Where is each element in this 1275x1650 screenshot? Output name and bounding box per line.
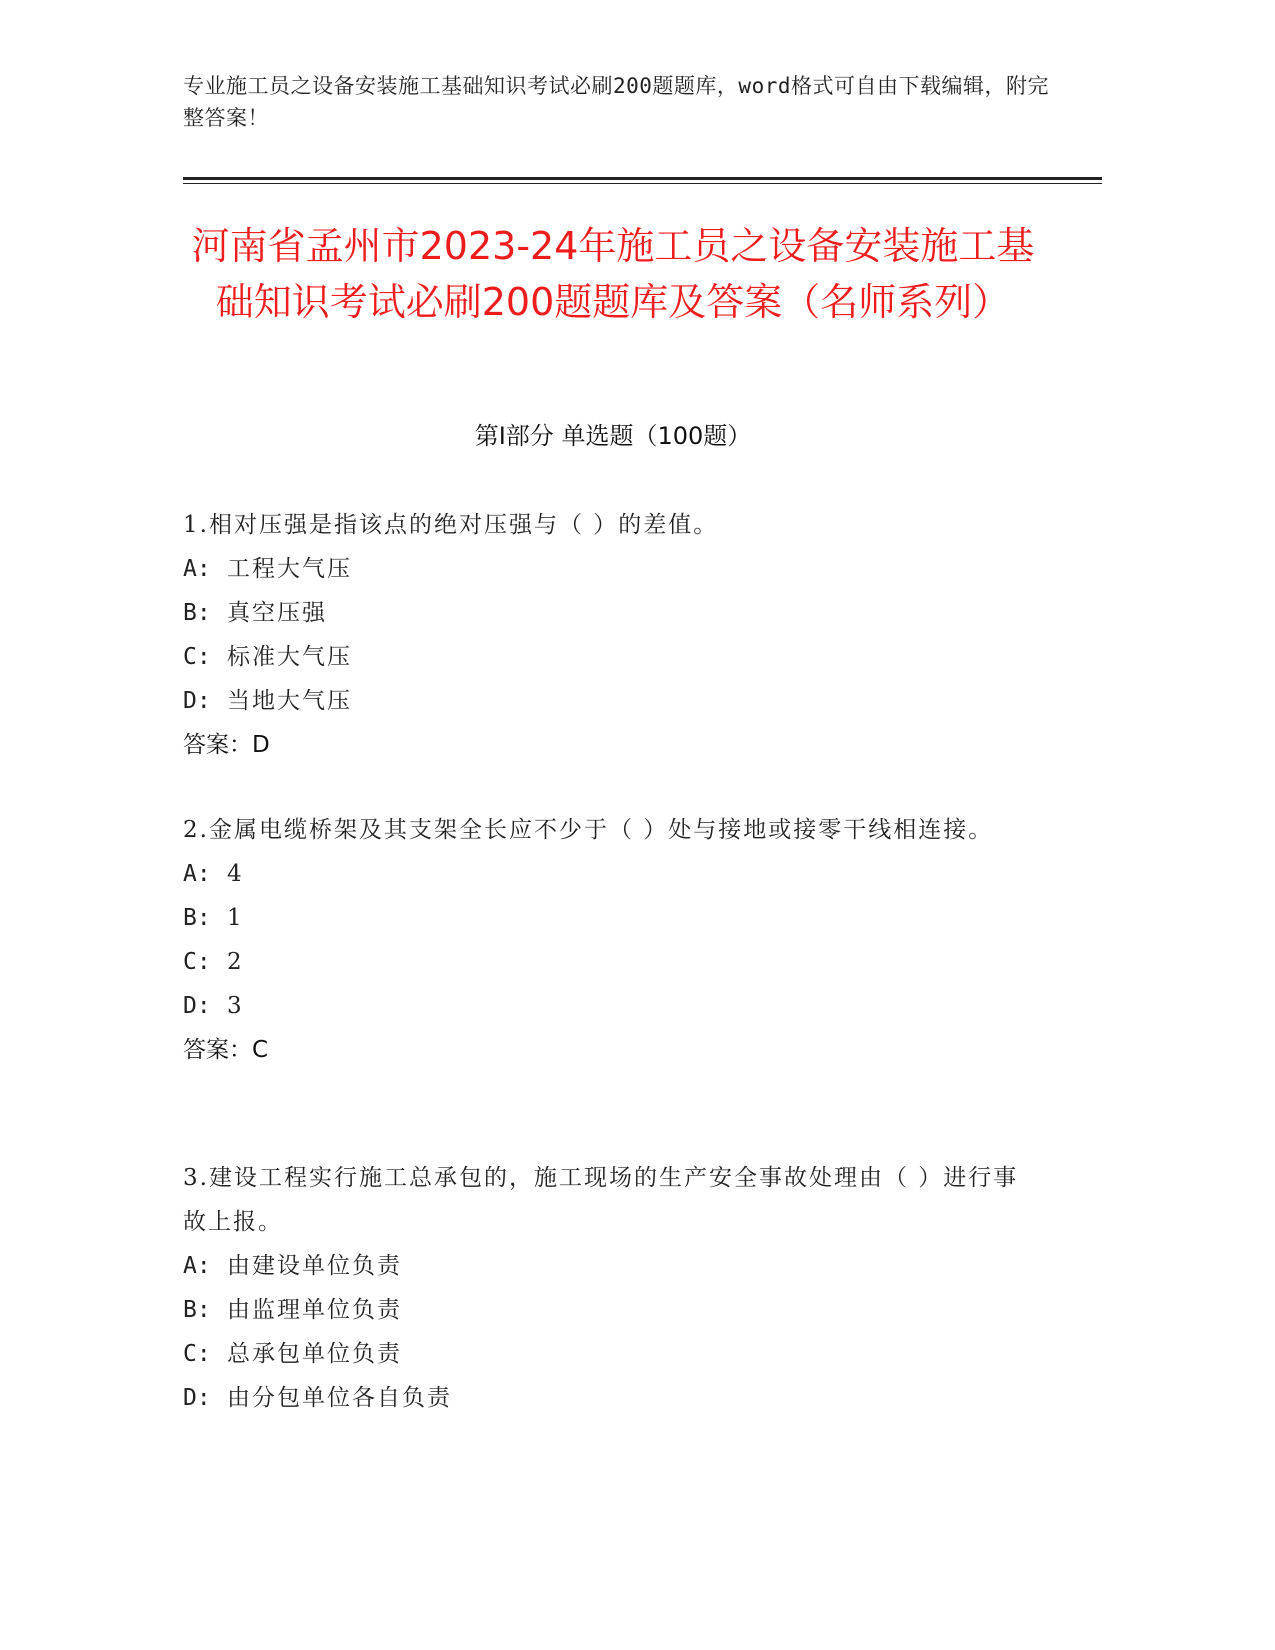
- option-key: C:: [183, 949, 211, 975]
- option-text: 总承包单位负责: [227, 1341, 402, 1367]
- option-text: 标准大气压: [227, 644, 352, 670]
- option-d: [183, 1376, 1043, 1420]
- option-text: 由监理单位负责: [227, 1297, 402, 1323]
- option-text: 1: [227, 905, 244, 931]
- question-2: [183, 808, 1043, 1072]
- option-text: 工程大气压: [227, 556, 352, 582]
- option-text: 4: [227, 861, 244, 887]
- option-key: D:: [183, 1385, 211, 1411]
- option-key: D:: [183, 993, 211, 1019]
- option-c: [183, 635, 1043, 679]
- option-key: D:: [183, 688, 211, 714]
- option-d: [183, 984, 1043, 1028]
- option-b: [183, 896, 1043, 940]
- answer-line: 答案：D: [183, 732, 270, 758]
- option-key: A:: [183, 1253, 211, 1279]
- option-text: 当地大气压: [227, 688, 352, 714]
- option-a: [183, 1244, 1043, 1288]
- option-text: 真空压强: [227, 600, 327, 626]
- option-key: A:: [183, 556, 211, 582]
- option-key: B:: [183, 1297, 211, 1323]
- option-key: C:: [183, 644, 211, 670]
- question-stem: 2.金属电缆桥架及其支架全长应不少于（ ）处与接地或接零干线相连接。: [183, 817, 994, 843]
- option-c: [183, 1332, 1043, 1376]
- option-key: B:: [183, 905, 211, 931]
- question-3: [183, 1156, 1043, 1420]
- option-b: [183, 591, 1043, 635]
- option-text: 2: [227, 949, 244, 975]
- header-divider-thin: [183, 183, 1102, 184]
- option-a: [183, 547, 1043, 591]
- option-text: 由建设单位负责: [227, 1253, 402, 1279]
- answer-line: 答案：C: [183, 1037, 269, 1063]
- option-b: [183, 1288, 1043, 1332]
- option-a: [183, 852, 1043, 896]
- option-c: [183, 940, 1043, 984]
- document-title: 河南省孟州市2023-24年施工员之设备安装施工基础知识考试必刷200题题库及答案（名师系列）: [191, 224, 1035, 324]
- header-note: 专业施工员之设备安装施工基础知识考试必刷200题题库，word格式可自由下载编辑，附完整答案！: [183, 74, 1049, 130]
- option-text: 由分包单位各自负责: [227, 1385, 452, 1411]
- question-1: [183, 503, 1043, 767]
- question-stem: 1.相对压强是指该点的绝对压强与（ ）的差值。: [183, 512, 719, 538]
- option-d: [183, 679, 1043, 723]
- option-key: B:: [183, 600, 211, 626]
- option-text: 3: [227, 993, 244, 1019]
- question-stem: 3.建设工程实行施工总承包的，施工现场的生产安全事故处理由（ ）进行事故上报。: [183, 1165, 1019, 1235]
- section-heading: 第I部分 单选题（100题）: [474, 422, 752, 450]
- header-divider-thick: [183, 177, 1102, 180]
- option-key: A:: [183, 861, 211, 887]
- option-key: C:: [183, 1341, 211, 1367]
